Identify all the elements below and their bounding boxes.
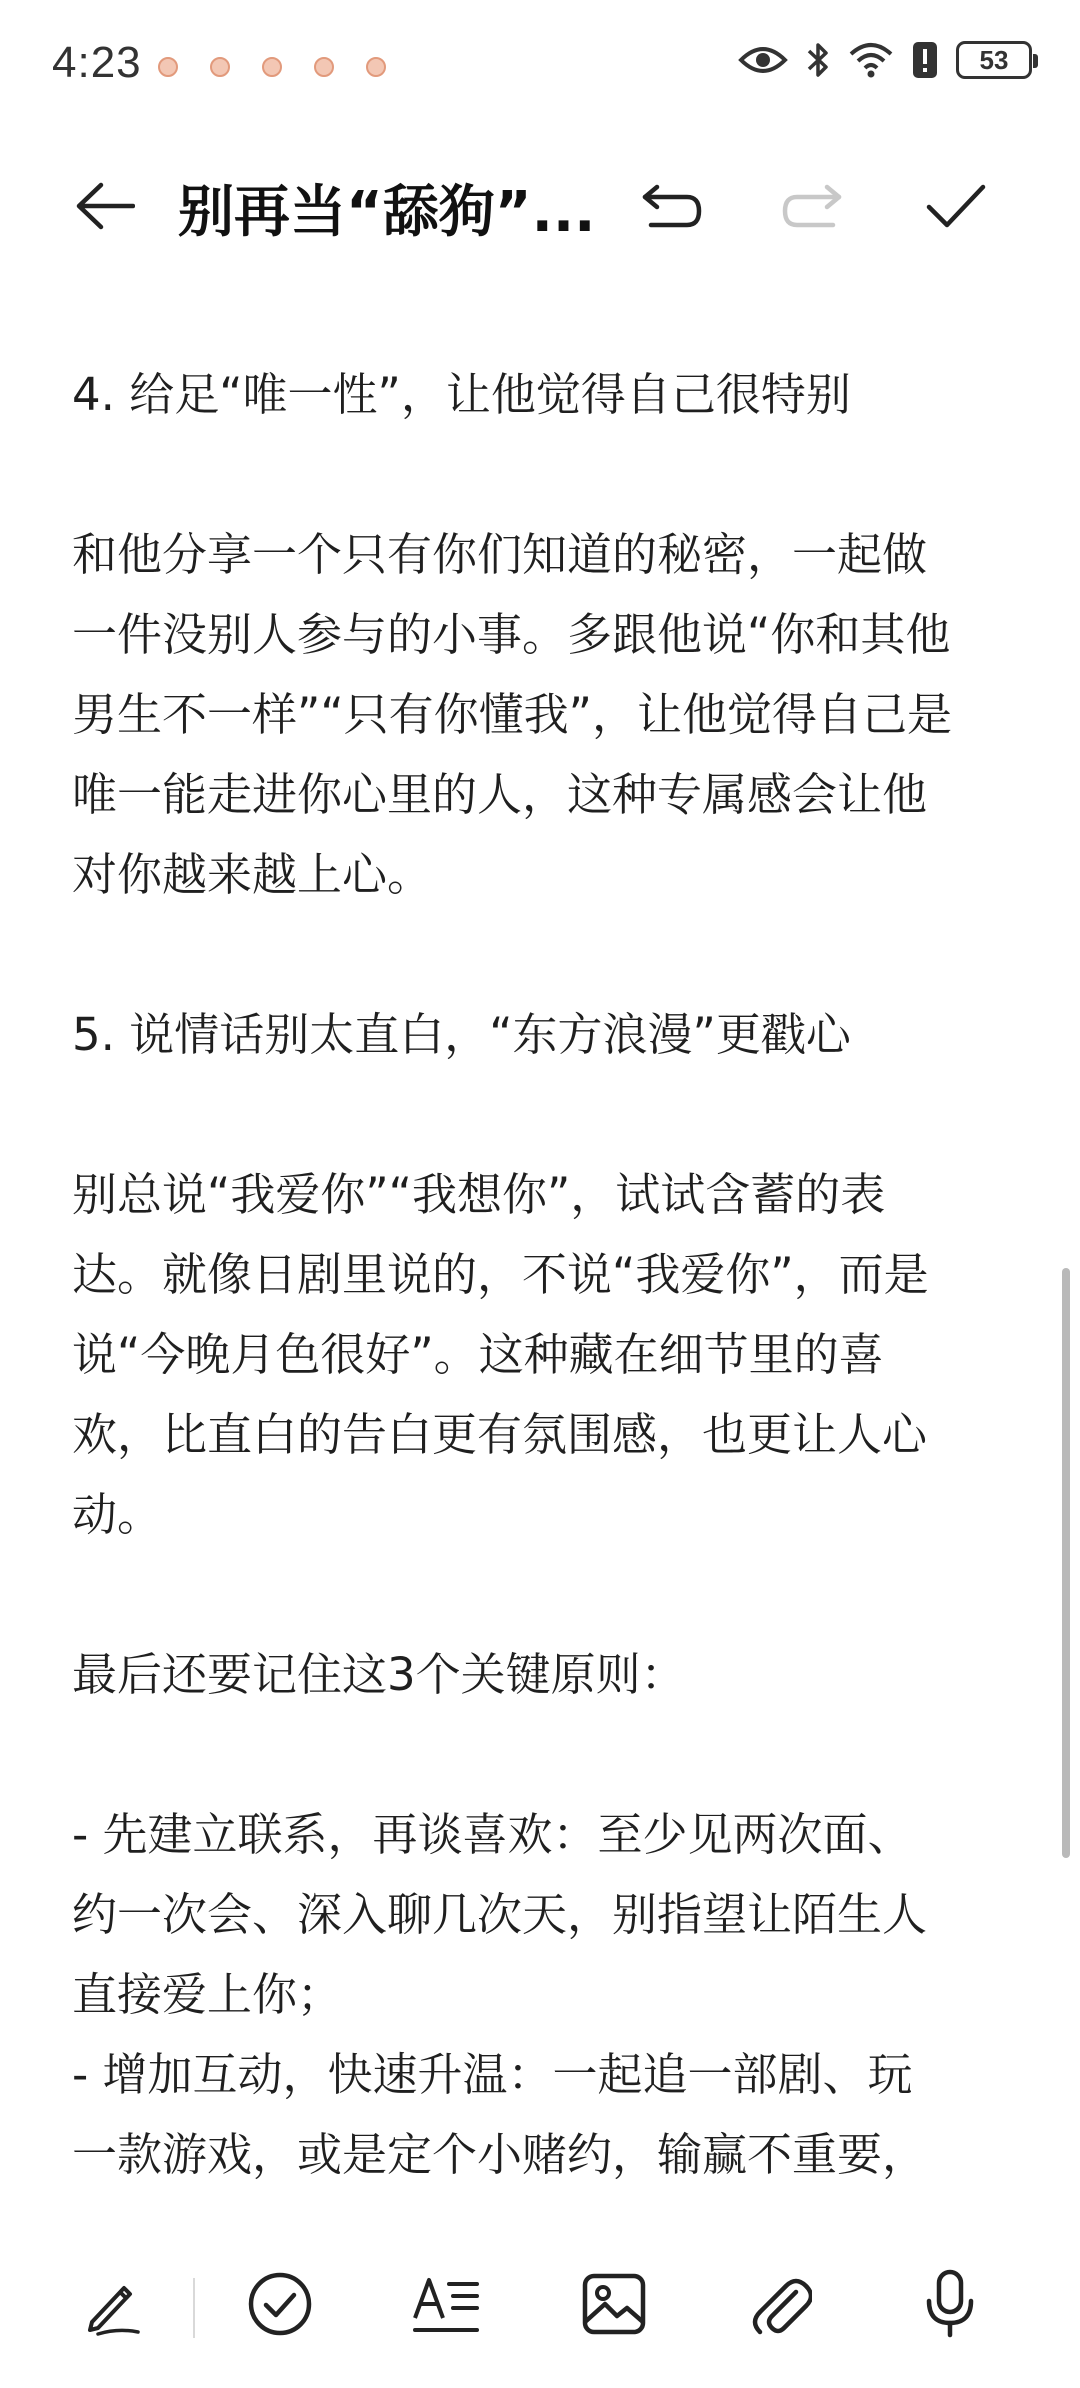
undo-button[interactable]	[636, 170, 708, 242]
image-icon	[581, 2272, 647, 2336]
battery-level: 53	[979, 44, 1009, 75]
section-paragraph-5: 别总说“我爱你”“我想你”，试试含蓄的表 达。就像日剧里说的，不说“我爱你”，而是 说“今晚月色很好”。这种藏在细节里的喜 欢，比直白的告白更有氛围感，也更让人心 动。	[72, 1168, 929, 1541]
check-icon	[925, 183, 987, 229]
microphone-icon	[924, 2269, 976, 2339]
wifi-icon	[848, 41, 894, 79]
editor-toolbar	[0, 140, 1080, 270]
text-format-button[interactable]	[406, 2264, 486, 2344]
principle-item-1: - 先建立联系，再谈喜欢：至少见两次面、 约一次会、深入聊几次天，别指望让陌生人 直接爱上你；	[72, 1808, 928, 2021]
attachment-icon	[748, 2270, 812, 2338]
undo-icon	[639, 181, 705, 231]
done-button[interactable]	[920, 170, 992, 242]
scrollbar[interactable]	[1062, 1268, 1070, 1858]
notification-app-icon	[210, 57, 230, 77]
voice-input-button[interactable]	[910, 2264, 990, 2344]
checklist-icon	[246, 2270, 314, 2338]
section-heading-4: 4. 给足“唯一性”，让他觉得自己很特别	[72, 368, 851, 421]
status-icons	[738, 40, 1032, 80]
status-time: 4:23	[52, 38, 142, 87]
notification-app-icon	[314, 57, 334, 77]
notification-app-icon	[366, 57, 386, 77]
pen-icon	[78, 2272, 142, 2336]
toolbar-divider	[193, 2278, 195, 2338]
back-arrow-icon	[73, 181, 135, 231]
status-bar	[0, 0, 1080, 130]
notification-icons	[158, 57, 386, 77]
notification-app-icon	[158, 57, 178, 77]
note-title[interactable]: 别再当“舔狗”...	[178, 180, 596, 245]
insert-image-button[interactable]	[574, 2264, 654, 2344]
bottom-toolbar	[0, 2228, 1080, 2388]
eye-icon	[738, 44, 788, 76]
bluetooth-icon	[806, 40, 830, 80]
section-heading-5: 5. 说情话别太直白，“东方浪漫”更戳心	[72, 1008, 851, 1061]
back-button[interactable]	[68, 170, 140, 242]
notification-app-icon	[262, 57, 282, 77]
principle-item-2: - 增加互动，快速升温：一起追一部剧、玩 一款游戏，或是定个小赌约，输赢不重要，	[72, 2048, 928, 2181]
principles-heading: 最后还要记住这3个关键原则：	[72, 1648, 686, 1701]
checklist-button[interactable]	[240, 2264, 320, 2344]
section-paragraph-4: 和他分享一个只有你们知道的秘密，一起做 一件没别人参与的小事。多跟他说“你和其他 男生不一样”“只有你懂我”，让他觉得自己是 唯一能走进你心里的人，这种专属感会让他 对你越来越上心。	[72, 528, 952, 901]
text-format-icon	[411, 2272, 481, 2336]
redo-button[interactable]	[776, 170, 848, 242]
note-body[interactable]	[72, 355, 1032, 2185]
battery-icon	[956, 41, 1032, 79]
pen-button[interactable]	[70, 2264, 150, 2344]
redo-icon	[779, 181, 845, 231]
alert-icon	[912, 41, 938, 79]
attachment-button[interactable]	[740, 2264, 820, 2344]
